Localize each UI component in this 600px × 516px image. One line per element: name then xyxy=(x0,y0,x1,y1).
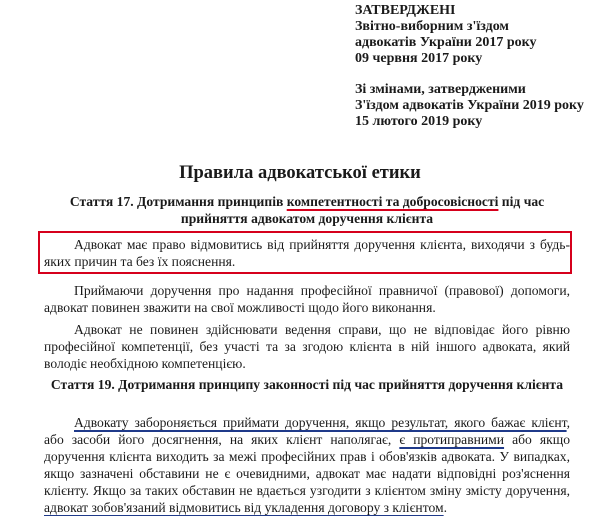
article-17-heading: Стаття 17. Дотримання принципів компетентності та добросовісності під час прийняття адвокатом доручення клієнта xyxy=(69,194,545,226)
approval-line: адвокатів України 2017 року xyxy=(355,35,537,50)
amendment-line: 15 лютого 2019 року xyxy=(355,114,483,129)
amendment-line: З'їздом адвокатів України 2019 року xyxy=(355,98,584,113)
article-17-paragraph-2: Приймаючи доручення про надання професійної правничої (правової) допомоги, адвокат повинен зважити на свої можливості щодо його виконання. xyxy=(44,283,570,315)
approval-line: 09 червня 2017 року xyxy=(355,51,483,66)
underlined-phrase: Адвокату забороняється приймати доручення, якщо результат, якого бажає клієнт xyxy=(74,415,567,430)
article-17-paragraph-3: Адвокат не повинен здійснювати ведення справи, що не відповідає його рівню професійної компетенції, без участі та за згодою клієнта в ній іншого адвоката, який володіє необхідною компетенцією. xyxy=(44,322,570,371)
amendment-line: Зі змінами, затвердженими xyxy=(355,82,526,97)
approval-block xyxy=(355,3,584,130)
article-19-paragraph: Адвокату забороняється приймати доручення, якщо результат, якого бажає клієнт, або засоби його досягнення, на яких клієнт наполягає, є протиправними або якщо доручення клієнта виходить за межі професійних прав і обов'язків адвоката. У випадках, якщо зазначені обставини не є очевидними, адвокат має надати відповідні роз'яснення клієнту. Якщо за таких обставин не вдається узгодити з клієнтом зміну змісту доручення, адвокат зобов'язаний відмовитись від укладення договору з клієнтом. xyxy=(44,415,570,515)
article-19-heading: Стаття 19. Дотримання принципу законності під час прийняття доручення клієнта xyxy=(50,377,564,392)
underlined-phrase: є протиправними xyxy=(399,432,505,447)
approval-line: ЗАТВЕРДЖЕНІ xyxy=(355,3,456,18)
underlined-phrase: адвокат зобов'язаний відмовитись від укладення договору з клієнтом xyxy=(44,500,444,515)
article-17-paragraph-1: Адвокат має право відмовитись від прийняття доручення клієнта, виходячи з будь-яких причин та без їх пояснення. xyxy=(44,237,570,269)
document-title: Правила адвокатської етики xyxy=(179,163,421,183)
approval-line: Звітно-виборним з'їздом xyxy=(355,19,509,34)
highlighted-phrase: компетентності та добросовісності xyxy=(286,194,499,209)
